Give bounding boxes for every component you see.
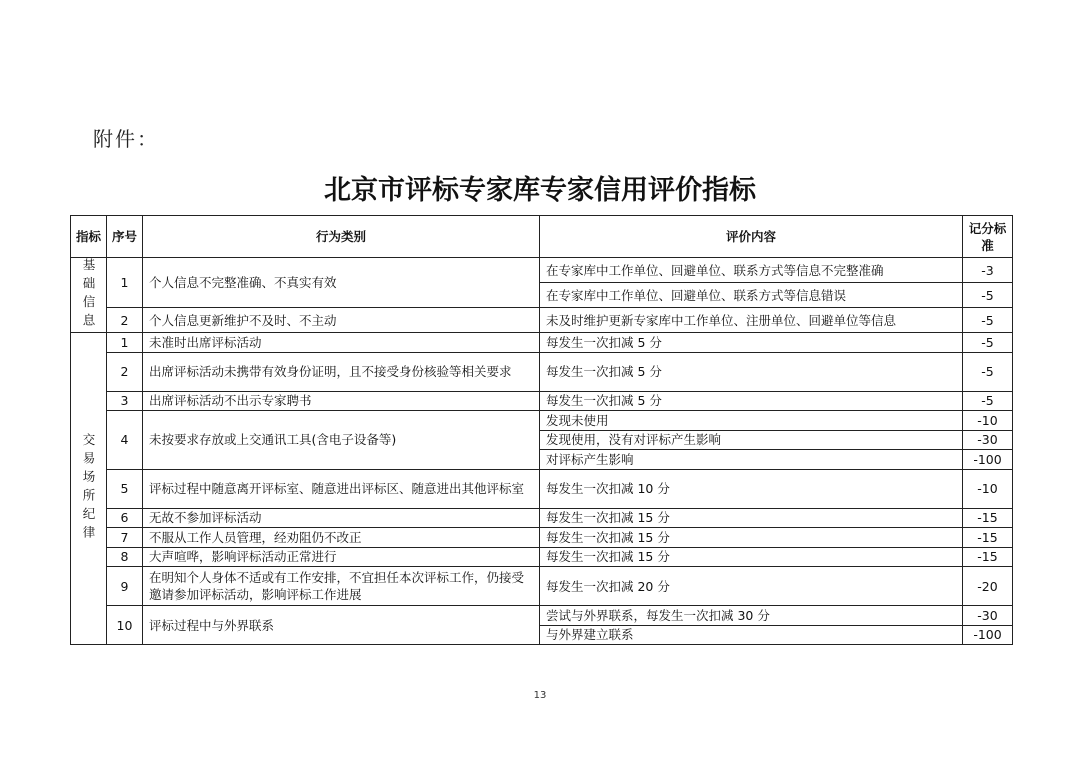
seq-cell: 10 (107, 606, 143, 645)
seq-cell: 8 (107, 547, 143, 567)
attachment-label: 附件： (93, 127, 159, 151)
table-body (71, 258, 1013, 645)
content-cell: 每发生一次扣减 5 分 (540, 352, 963, 391)
content-cell: 在专家库中工作单位、回避单位、联系方式等信息错误 (540, 283, 963, 308)
score-cell: -3 (963, 258, 1013, 283)
score-cell: -100 (963, 625, 1013, 645)
score-cell: -10 (963, 411, 1013, 431)
table-row (71, 508, 1013, 528)
credit-evaluation-table (70, 215, 1013, 645)
category-cell: 交易场所纪律 (71, 333, 107, 645)
seq-cell: 9 (107, 567, 143, 606)
score-cell: -15 (963, 508, 1013, 528)
category-cell: 基础信息 (71, 258, 107, 333)
content-cell: 每发生一次扣减 15 分 (540, 528, 963, 548)
header-category: 指标 (71, 216, 107, 258)
score-cell: -5 (963, 333, 1013, 353)
seq-cell: 1 (107, 333, 143, 353)
content-cell: 对评标产生影响 (540, 450, 963, 470)
behavior-cell: 不服从工作人员管理，经劝阻仍不改正 (143, 528, 540, 548)
behavior-cell: 出席评标活动未携带有效身份证明，且不接受身份核验等相关要求 (143, 352, 540, 391)
seq-cell: 2 (107, 308, 143, 333)
behavior-cell: 未准时出席评标活动 (143, 333, 540, 353)
content-cell: 发现使用，没有对评标产生影响 (540, 430, 963, 450)
table-row (71, 258, 1013, 283)
table-row (71, 528, 1013, 548)
table-row (71, 606, 1013, 626)
score-cell: -100 (963, 450, 1013, 470)
table-row (71, 547, 1013, 567)
table-row (71, 567, 1013, 606)
behavior-cell: 大声喧哗，影响评标活动正常进行 (143, 547, 540, 567)
seq-cell: 3 (107, 391, 143, 411)
behavior-cell: 出席评标活动不出示专家聘书 (143, 391, 540, 411)
table-header-row (71, 216, 1013, 258)
header-seq: 序号 (107, 216, 143, 258)
table-row (71, 333, 1013, 353)
score-cell: -30 (963, 430, 1013, 450)
page-number: 13 (533, 690, 547, 701)
content-cell: 每发生一次扣减 5 分 (540, 333, 963, 353)
seq-cell: 2 (107, 352, 143, 391)
content-cell: 每发生一次扣减 20 分 (540, 567, 963, 606)
document-title: 北京市评标专家库专家信用评价指标 (324, 175, 756, 206)
score-cell: -30 (963, 606, 1013, 626)
table-row (71, 391, 1013, 411)
score-cell: -15 (963, 528, 1013, 548)
behavior-cell: 未按要求存放或上交通讯工具(含电子设备等) (143, 411, 540, 470)
seq-cell: 1 (107, 258, 143, 308)
seq-cell: 4 (107, 411, 143, 470)
content-cell: 每发生一次扣减 15 分 (540, 547, 963, 567)
content-cell: 与外界建立联系 (540, 625, 963, 645)
header-score: 记分标准 (963, 216, 1013, 258)
content-cell: 每发生一次扣减 10 分 (540, 469, 963, 508)
header-behavior: 行为类别 (143, 216, 540, 258)
content-cell: 未及时维护更新专家库中工作单位、注册单位、回避单位等信息 (540, 308, 963, 333)
score-cell: -15 (963, 547, 1013, 567)
behavior-cell: 评标过程中随意离开评标室、随意进出评标区、随意进出其他评标室 (143, 469, 540, 508)
score-cell: -5 (963, 352, 1013, 391)
content-cell: 在专家库中工作单位、回避单位、联系方式等信息不完整准确 (540, 258, 963, 283)
behavior-cell: 在明知个人身体不适或有工作安排，不宜担任本次评标工作，仍接受邀请参加评标活动，影响评标工作进展 (143, 567, 540, 606)
score-cell: -5 (963, 283, 1013, 308)
behavior-cell: 个人信息不完整准确、不真实有效 (143, 258, 540, 308)
content-cell: 尝试与外界联系，每发生一次扣减 30 分 (540, 606, 963, 626)
table-row (71, 469, 1013, 508)
content-cell: 每发生一次扣减 15 分 (540, 508, 963, 528)
table-row (71, 308, 1013, 333)
table-row (71, 411, 1013, 431)
content-cell: 发现未使用 (540, 411, 963, 431)
header-content: 评价内容 (540, 216, 963, 258)
seq-cell: 7 (107, 528, 143, 548)
behavior-cell: 个人信息更新维护不及时、不主动 (143, 308, 540, 333)
seq-cell: 5 (107, 469, 143, 508)
content-cell: 每发生一次扣减 5 分 (540, 391, 963, 411)
behavior-cell: 评标过程中与外界联系 (143, 606, 540, 645)
score-cell: -20 (963, 567, 1013, 606)
behavior-cell: 无故不参加评标活动 (143, 508, 540, 528)
table-row (71, 352, 1013, 391)
score-cell: -5 (963, 391, 1013, 411)
score-cell: -5 (963, 308, 1013, 333)
seq-cell: 6 (107, 508, 143, 528)
score-cell: -10 (963, 469, 1013, 508)
